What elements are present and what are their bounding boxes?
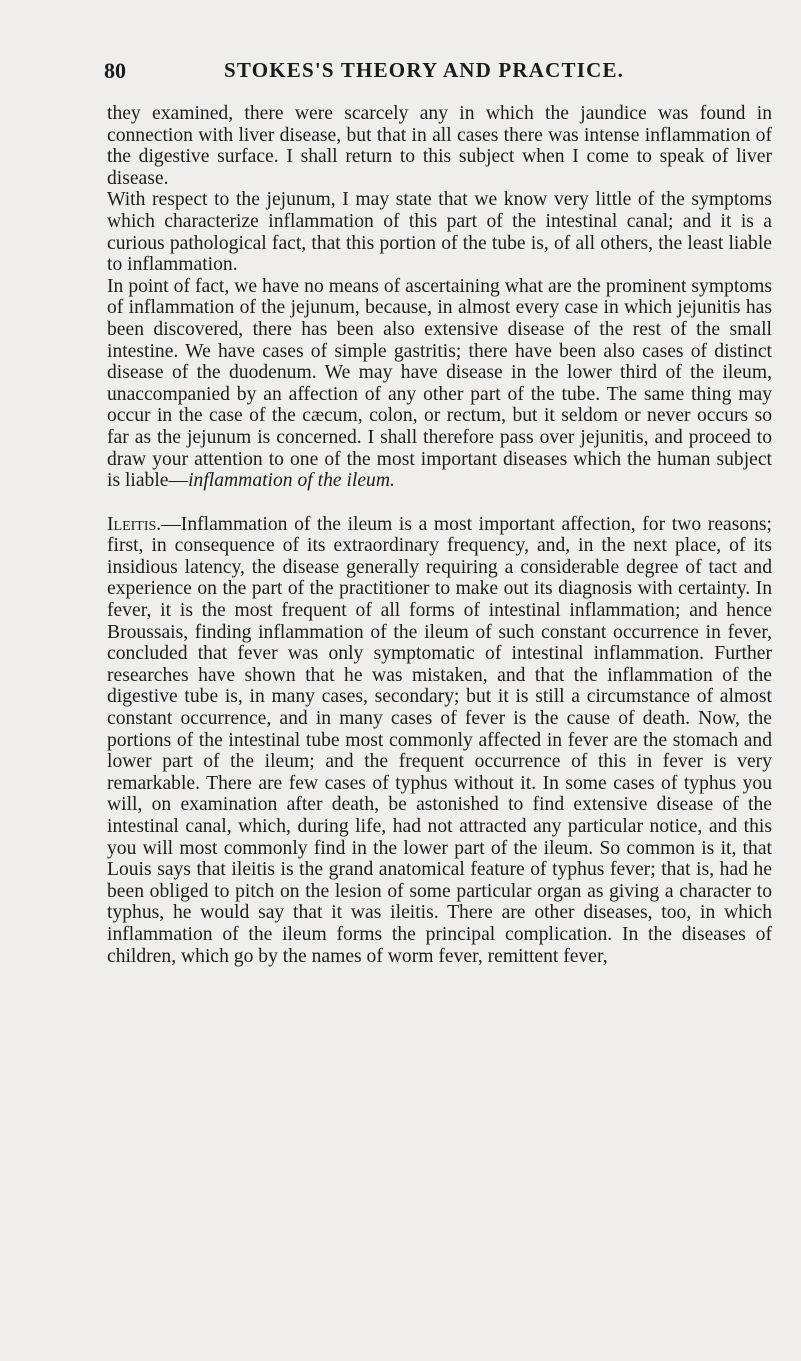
running-head: STOKES'S THEORY AND PRACTICE. [224,58,625,82]
page-header [104,58,769,88]
paragraph-3 [107,276,772,492]
paragraph-4-text: —Inflammation of the ileum is a most important affection, for two reasons; first, in consequence of its extraordinary frequency, and, in the next place, of its insidious latency, the disease generally requiring a considerable degree of tact and experience on the part of the practitioner to make out its diagnosis with certainty. In fever, it is the most frequent of all forms of intestinal inflammation; and hence Broussais, finding inflammation of the ileum of such constant occurrence in fever, concluded that fever was only symptomatic of intestinal inflammation. Further researches have shown that he was mistaken, and that the inflammation of the digestive tube is, in many cases, secondary; but it is still a circumstance of almost constant occurrence, and in many cases of fever is the cause of death. Now, the portions of the intestinal tube most commonly affected in fever are the stomach and lower part of the ileum; and the frequent occurrence of this in fever is very remarkable. There are few cases of typhus without it. In some cases of typhus you will, on examination after death, be astonished to find extensive disease of the intestinal canal, which, during life, had not attracted any particular notice, and this you will most commonly find in the lower part of the ileum. So common is it, that Louis says that ileitis is the grand anatomical feature of typhus fever; that is, had he been obliged to pitch on the lesion of some particular organ as giving a character to typhus, he would say that it was ileitis. There are other diseases, too, in which inflammation of the ileum forms the principal complication. In the diseases of children, which go by the names of worm fever, remittent fever, [107,513,772,967]
paragraph-2: With respect to the jejunum, I may state that we know very little of the symptoms which characterize inflammation of this part of the intestinal canal; and it is a curious pathological fact, that this portion of the tube is, of all others, the least liable to inflammation. [107,189,772,276]
paragraph-3-text: In point of fact, we have no means of ascertaining what are the prominent symptoms of inflammation of the jejunum, because, in almost every case in which jejunitis has been discovered, there has been also extensive disease of the rest of the small intestine. We have cases of simple gastritis; there have been also cases of distinct disease of the duodenum. We may have disease in the lower third of the ileum, unaccompanied by an affection of any other part of the tube. The same thing may occur in the case of the cæcum, colon, or rectum, but it seldom or never occurs so far as the jejunum is concerned. I shall therefore pass over jejunitis, and proceed to draw your attention to one of the most important diseases which the human subject is liable— [107,275,772,492]
body-text [107,103,772,967]
paragraph-4 [107,514,772,967]
paragraph-3-italic: inflammation of the ileum. [188,470,395,492]
paragraph-1: they examined, there were scarcely any in which the jaundice was found in connection with liver disease, but that in all cases there was intense inflammation of the digestive surface. I shall return to this subject when I come to speak of liver disease. [107,103,772,189]
section-heading-ileitis: Ileitis. [107,513,162,535]
page-number: 80 [104,58,126,83]
